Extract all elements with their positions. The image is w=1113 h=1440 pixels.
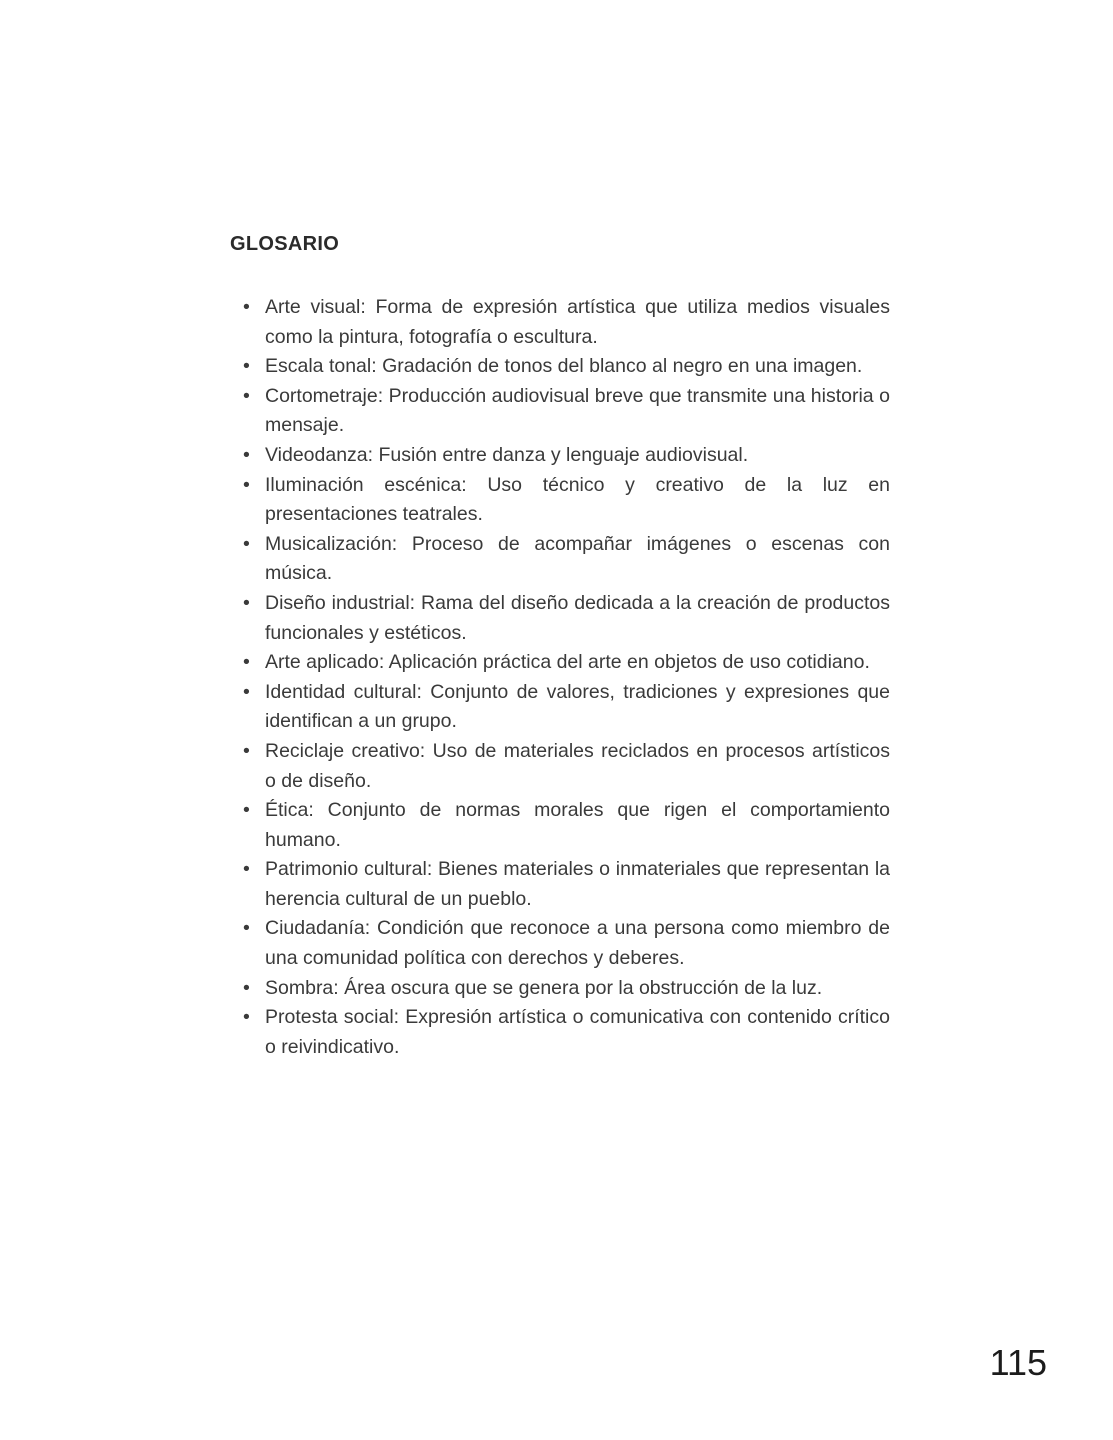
glossary-item: • Arte visual: Forma de expresión artística que utiliza medios visuales como la pintura, fotografía o escultura. [230, 293, 890, 352]
glossary-item: • Identidad cultural: Conjunto de valores, tradiciones y expresiones que identifican a un grupo. [230, 678, 890, 737]
glossary-item: • Sombra: Área oscura que se genera por la obstrucción de la luz. [230, 974, 890, 1004]
page-title: GLOSARIO [230, 233, 340, 255]
page-number: 115 [989, 1342, 1047, 1383]
glossary-item: • Protesta social: Expresión artística o comunicativa con contenido crítico o reivindicativo. [230, 1003, 890, 1062]
glossary-item: • Cortometraje: Producción audiovisual breve que transmite una historia o mensaje. [230, 382, 890, 441]
glossary-item: • Arte aplicado: Aplicación práctica del arte en objetos de uso cotidiano. [230, 648, 890, 678]
glossary-section [230, 233, 890, 1062]
glossary-item: • Musicalización: Proceso de acompañar imágenes o escenas con música. [230, 530, 890, 589]
glossary-list [230, 293, 890, 1062]
glossary-item: • Reciclaje creativo: Uso de materiales reciclados en procesos artísticos o de diseño. [230, 737, 890, 796]
glossary-item: • Escala tonal: Gradación de tonos del blanco al negro en una imagen. [230, 352, 890, 382]
glossary-item: • Ética: Conjunto de normas morales que rigen el comportamiento humano. [230, 796, 890, 855]
glossary-item: • Ciudadanía: Condición que reconoce a una persona como miembro de una comunidad política con derechos y deberes. [230, 914, 890, 973]
glossary-item: • Patrimonio cultural: Bienes materiales o inmateriales que representan la herencia cultural de un pueblo. [230, 855, 890, 914]
glossary-item: • Iluminación escénica: Uso técnico y creativo de la luz en presentaciones teatrales. [230, 471, 890, 530]
glossary-item: • Diseño industrial: Rama del diseño dedicada a la creación de productos funcionales y estéticos. [230, 589, 890, 648]
glossary-item: • Videodanza: Fusión entre danza y lenguaje audiovisual. [230, 441, 890, 471]
